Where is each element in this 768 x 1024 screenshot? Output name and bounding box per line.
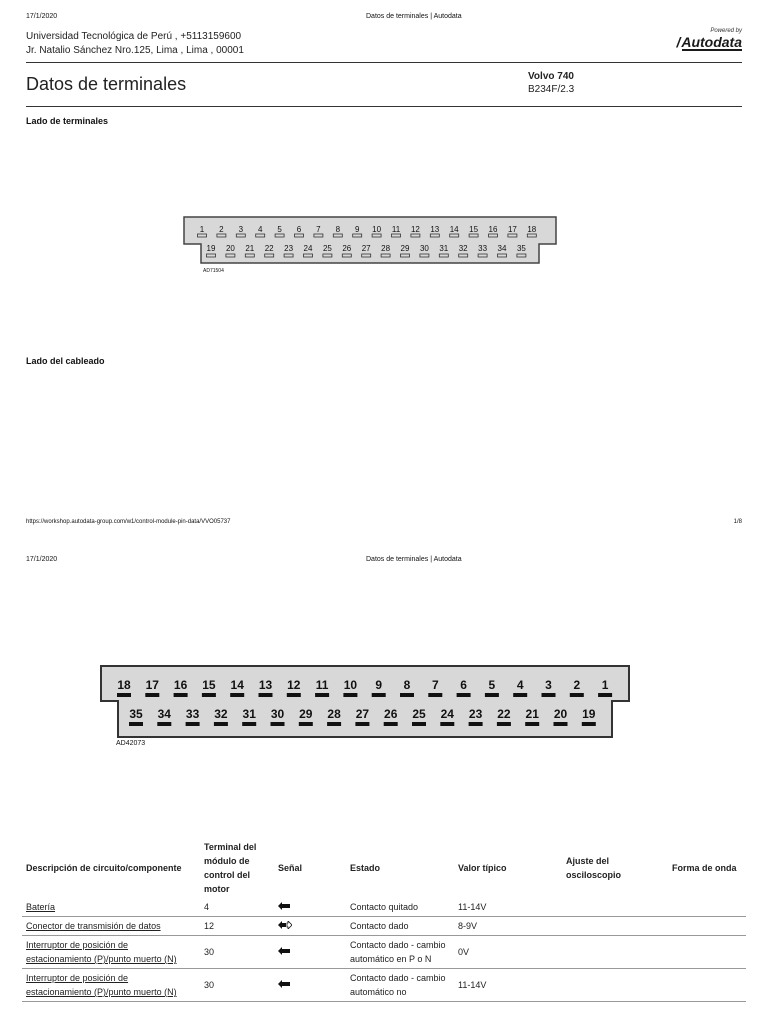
state-cell: Contacto dado - cambio automático en P o N (346, 936, 454, 969)
pin-contact (381, 254, 390, 257)
pin-contact (497, 722, 511, 726)
pin-contact (323, 254, 332, 257)
pin-contact (230, 693, 244, 697)
table-row (22, 917, 746, 936)
pin-label: 8 (403, 678, 411, 692)
print-doc-title-page2: Datos de terminales | Autodata (366, 556, 462, 563)
pin-label: 23 (468, 707, 483, 721)
connector-code-page2: AD42073 (116, 740, 146, 747)
pin-label: 35 (516, 244, 526, 253)
signal-cell (274, 936, 346, 969)
pin-label: 26 (342, 244, 352, 253)
table-row (22, 969, 746, 1002)
pin-contact (256, 234, 265, 237)
pin-contact (411, 234, 420, 237)
connector-code: AD71504 (203, 268, 224, 274)
pin-label: 2 (573, 678, 581, 692)
pin-contact (242, 722, 256, 726)
pin-contact (570, 693, 584, 697)
pin-label: 24 (303, 244, 313, 253)
pin-contact (157, 722, 171, 726)
pin-label: 2 (219, 225, 224, 234)
component-link[interactable]: Interruptor de posición de estacionamiento (P)/punto muerto (N) (26, 940, 177, 964)
pin-contact (582, 722, 596, 726)
pin-contact (459, 254, 468, 257)
pin-label: 1 (601, 678, 609, 692)
page-url: https://workshop.autodata-group.com/w1/control-module-pin-data/VVO05737 (26, 519, 231, 525)
pin-contact (478, 254, 487, 257)
terminal-cell: 30 (200, 969, 274, 1002)
pin-contact (245, 254, 254, 257)
signal-cell (274, 898, 346, 917)
pin-label: 11 (391, 225, 401, 234)
col-header-wave: Forma de onda (672, 863, 737, 873)
pin-contact (202, 693, 216, 697)
header-divider (26, 62, 742, 63)
pin-label: 4 (516, 678, 524, 692)
pin-label: 24 (440, 707, 454, 721)
pin-contact (517, 254, 526, 257)
pin-contact (542, 693, 556, 697)
state-cell: Contacto dado - cambio automático no (346, 969, 454, 1002)
pin-label: 22 (497, 707, 511, 721)
pin-contact (525, 722, 539, 726)
autodata-logo (676, 28, 742, 51)
pin-contact (428, 693, 442, 697)
pin-label: 31 (242, 707, 256, 721)
pin-label: 14 (449, 225, 459, 234)
waveform-cell (668, 917, 746, 936)
connector-housing-large (101, 666, 629, 737)
pin-label: 30 (419, 244, 429, 253)
pin-contact (186, 722, 200, 726)
pin-contact (469, 722, 483, 726)
page-number: 1/8 (733, 519, 742, 525)
terminal-cell: 12 (200, 917, 274, 936)
pin-label: 4 (257, 225, 263, 234)
pin-label: 21 (525, 707, 539, 721)
pin-label: 16 (488, 225, 498, 234)
pin-contact (400, 693, 414, 697)
pin-contact (342, 254, 351, 257)
pin-label: 18 (527, 225, 537, 234)
section-terminals-heading: Lado de terminales (26, 116, 109, 126)
component-link[interactable]: Interruptor de posición de estacionamiento (P)/punto muerto (N) (26, 973, 177, 997)
pin-contact (440, 722, 454, 726)
pin-contact (214, 722, 228, 726)
state-cell: Contacto quitado (346, 898, 454, 917)
pin-contact (217, 234, 226, 237)
connector-diagram-terminal-side (183, 216, 557, 268)
typical-value-cell: 0V (454, 936, 562, 969)
pin-label: 15 (202, 678, 216, 692)
pin-contact (355, 722, 369, 726)
pin-label: 18 (117, 678, 131, 692)
pin-label: 34 (497, 244, 507, 253)
pin-contact (145, 693, 159, 697)
pin-label: 32 (458, 244, 468, 253)
pin-contact (498, 254, 507, 257)
terminal-cell: 30 (200, 936, 274, 969)
typical-value-cell: 11-14V (454, 969, 562, 1002)
state-cell: Contacto dado (346, 917, 454, 936)
pin-contact (598, 693, 612, 697)
pin-label: 31 (439, 244, 449, 253)
pin-contact (333, 234, 342, 237)
pin-contact (343, 693, 357, 697)
component-link[interactable]: Batería (26, 902, 56, 912)
pin-label: 20 (225, 244, 235, 253)
print-date: 17/1/2020 (26, 13, 58, 20)
col-header-signal: Señal (278, 863, 303, 873)
pin-contact (259, 693, 273, 697)
col-header-scope: Ajuste del osciloscopio (566, 856, 622, 880)
pin-contact (287, 693, 301, 697)
pin-contact (198, 234, 207, 237)
pin-contact (485, 693, 499, 697)
pin-label: 6 (296, 225, 302, 234)
waveform-cell (668, 898, 746, 917)
pin-label: 27 (355, 707, 370, 721)
signal-cell (274, 917, 346, 936)
pin-label: 16 (173, 678, 188, 692)
pin-label: 23 (284, 244, 294, 253)
vehicle-model: Volvo 740 (528, 71, 574, 82)
pin-contact (295, 234, 304, 237)
vehicle-info (528, 70, 574, 96)
pin-contact (327, 722, 341, 726)
pin-label: 13 (430, 225, 440, 234)
pin-contact (513, 693, 527, 697)
address-line-1: Universidad Tecnológica de Perú , +5113159600 (26, 31, 242, 42)
pin-contact (265, 254, 274, 257)
pin-label: 19 (582, 707, 596, 721)
pin-label: 21 (245, 244, 255, 253)
col-header-terminal: Terminal del módulo de control del motor (204, 842, 257, 894)
pin-contact (439, 254, 448, 257)
pin-label: 7 (316, 225, 321, 234)
pin-label: 13 (258, 678, 273, 692)
scope-cell (562, 969, 668, 1002)
pin-label: 34 (157, 707, 171, 721)
pin-contact (275, 234, 284, 237)
pin-contact (236, 234, 245, 237)
component-link[interactable]: Conector de transmisión de datos (26, 921, 161, 931)
pin-label: 30 (270, 707, 285, 721)
waveform-cell (668, 969, 746, 1002)
pin-label: 35 (129, 707, 143, 721)
pin-label: 6 (460, 678, 467, 692)
print-doc-title: Datos de terminales | Autodata (366, 13, 462, 20)
pin-label: 9 (375, 678, 383, 692)
pin-contact (174, 693, 188, 697)
pin-contact (226, 254, 235, 257)
pin-label: 12 (287, 678, 301, 692)
address-line-2: Jr. Natalio Sánchez Nro.125, Lima , Lima , 00001 (26, 45, 244, 56)
brand-name: / Autodata (676, 34, 742, 50)
pin-contact (401, 254, 410, 257)
pin-label: 33 (478, 244, 488, 253)
pin-label: 11 (315, 678, 329, 692)
pin-contact (554, 722, 568, 726)
pin-label: 25 (412, 707, 426, 721)
col-header-state: Estado (350, 863, 381, 873)
pin-contact (129, 722, 143, 726)
pin-contact (304, 254, 313, 257)
pin-label: 28 (381, 244, 391, 253)
pin-contact (362, 254, 371, 257)
pin-label: 15 (469, 225, 479, 234)
pin-contact (315, 693, 329, 697)
pin-label: 3 (545, 678, 552, 692)
pin-contact (284, 254, 293, 257)
pin-label: 22 (264, 244, 274, 253)
pin-contact (271, 722, 285, 726)
pin-label: 28 (327, 707, 341, 721)
title-divider (26, 106, 742, 107)
table-row (22, 936, 746, 969)
powered-by-label: Powered by (710, 28, 742, 34)
pin-label: 26 (384, 707, 398, 721)
signal-cell (274, 969, 346, 1002)
pin-label: 32 (214, 707, 228, 721)
section-wiring-heading: Lado del cableado (26, 356, 105, 366)
terminal-data-table (22, 838, 746, 1002)
pin-label: 9 (354, 225, 360, 234)
pin-contact (392, 234, 401, 237)
pin-label: 29 (400, 244, 410, 253)
pin-label: 8 (335, 225, 341, 234)
pin-label: 5 (488, 678, 496, 692)
pin-label: 3 (238, 225, 244, 234)
pin-label: 20 (553, 707, 568, 721)
pin-contact (508, 234, 517, 237)
page-title: Datos de terminales (26, 74, 187, 94)
pin-contact (117, 693, 131, 697)
pin-label: 27 (361, 244, 371, 253)
pin-label: 17 (507, 225, 517, 234)
typical-value-cell: 11-14V (454, 898, 562, 917)
connector-diagram-wiring-side (100, 665, 630, 739)
vehicle-engine: B234F/2.3 (528, 84, 575, 95)
input-arrow-icon (278, 902, 290, 910)
input-arrow-icon (278, 947, 290, 955)
pin-contact (489, 234, 498, 237)
pin-contact (469, 234, 478, 237)
pin-contact (384, 722, 398, 726)
pin-contact (314, 234, 323, 237)
pin-label: 7 (431, 678, 439, 692)
pin-contact (372, 693, 386, 697)
pin-contact (430, 234, 439, 237)
pin-contact (353, 234, 362, 237)
pin-label: 14 (230, 678, 244, 692)
table-header-row (22, 838, 746, 898)
scope-cell (562, 917, 668, 936)
pin-contact (412, 722, 426, 726)
bidirectional-arrow-icon (278, 921, 292, 929)
typical-value-cell: 8-9V (454, 917, 562, 936)
pin-label: 1 (199, 225, 205, 234)
pin-label: 10 (343, 678, 358, 692)
pin-label: 19 (206, 244, 216, 253)
table-row (22, 898, 746, 917)
pin-contact (527, 234, 536, 237)
col-header-typical: Valor típico (458, 863, 507, 873)
pin-label: 25 (322, 244, 332, 253)
print-date-page2: 17/1/2020 (26, 556, 58, 563)
scope-cell (562, 936, 668, 969)
pin-label: 5 (277, 225, 282, 234)
waveform-cell (668, 936, 746, 969)
terminal-cell: 4 (200, 898, 274, 917)
pin-contact (299, 722, 313, 726)
pin-contact (457, 693, 471, 697)
pin-contact (207, 254, 216, 257)
scope-cell (562, 898, 668, 917)
pin-contact (450, 234, 459, 237)
col-header-desc: Descripción de circuito/componente (26, 863, 182, 873)
organization-address (26, 30, 244, 58)
pin-label: 12 (410, 225, 420, 234)
pin-label: 33 (185, 707, 200, 721)
input-arrow-icon (278, 980, 290, 988)
pin-contact (420, 254, 429, 257)
pin-label: 10 (372, 225, 382, 234)
pin-label: 29 (299, 707, 313, 721)
pin-contact (372, 234, 381, 237)
pin-label: 17 (145, 678, 159, 692)
